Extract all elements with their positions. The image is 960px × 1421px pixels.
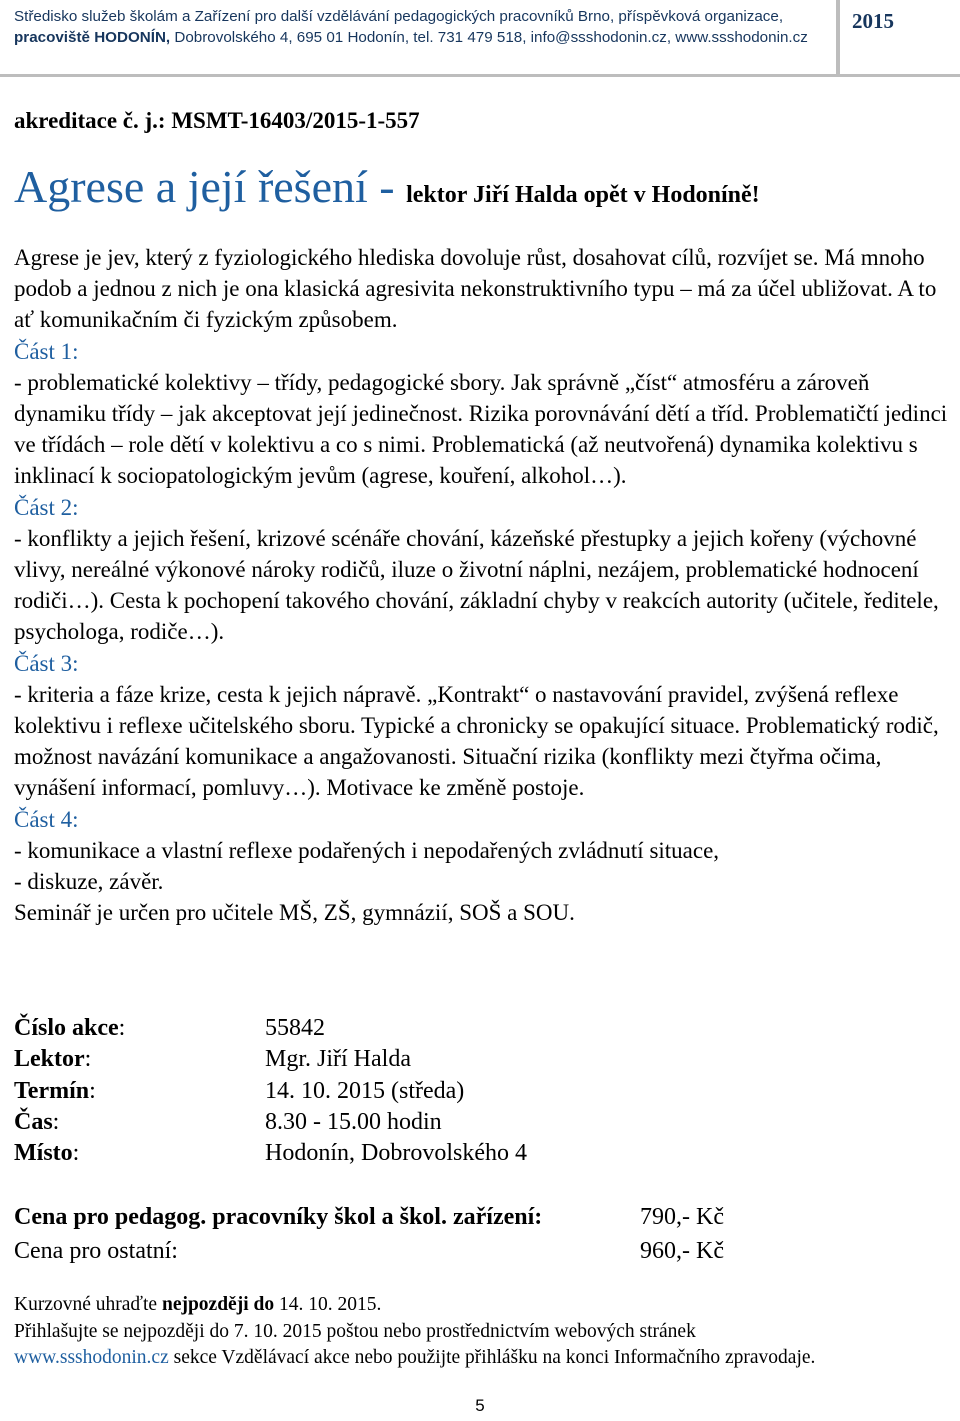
info-value: Hodonín, Dobrovolského 4 — [265, 1140, 527, 1167]
website-after: sekce Vzdělávací akce nebo použijte přihlášku na konci Informačního zpravodaje. — [168, 1347, 816, 1368]
part-1-heading: Část 1: — [14, 338, 79, 364]
signup-line: Přihlašujte se nejpozději do 7. 10. 2015 poštou nebo prostřednictvím webových stránek — [14, 1320, 696, 1342]
payment-deadline — [14, 1292, 815, 1319]
payment-pre: Kurzovné uhraďte — [14, 1294, 162, 1315]
header-line-2 — [14, 27, 832, 48]
info-value: 14. 10. 2015 (středa) — [265, 1077, 465, 1104]
header-year: 2015 — [852, 9, 894, 33]
page-number: 5 — [475, 1396, 485, 1415]
info-label-text: Termín — [14, 1077, 90, 1104]
website-line — [14, 1345, 815, 1372]
page-title — [14, 160, 760, 213]
info-value: 8.30 - 15.00 hodin — [265, 1108, 442, 1135]
info-label-text: Lektor — [14, 1046, 85, 1073]
info-label-text: Číslo akce — [14, 1015, 119, 1041]
page-header — [0, 0, 960, 76]
payment-post: 14. 10. 2015. — [274, 1294, 382, 1315]
info-row — [14, 1138, 527, 1169]
title-subtitle: lektor Jiří Halda opět v Hodoníně! — [406, 182, 760, 208]
info-label-text: Čas — [14, 1108, 53, 1135]
footer-notes — [14, 1292, 815, 1372]
part-4-heading: Část 4: — [14, 806, 79, 832]
course-description — [14, 242, 950, 928]
info-label: Lektor: — [14, 1046, 92, 1073]
info-label-text: Místo — [14, 1140, 73, 1167]
price-value: 790,- Kč — [640, 1204, 724, 1230]
header-line-1: Středisko služeb školám a Zařízení pro další vzdělávání pedagogických pracovníků Brno, příspěvková organizace, — [14, 8, 784, 25]
info-row — [14, 1013, 527, 1044]
part-4-text: - komunikace a vlastní reflexe podařených i nepodařených zvládnutí situace, — [14, 837, 720, 863]
info-label: Čas: — [14, 1108, 60, 1135]
title-main: Agrese a její řešení - — [14, 161, 407, 212]
price-list — [14, 1200, 724, 1268]
info-label: Termín: — [14, 1077, 96, 1104]
audience-line: Seminář je určen pro učitele MŠ, ZŠ, gymnázií, SOŠ a SOU. — [14, 900, 575, 926]
info-row — [14, 1044, 527, 1075]
closing-line: - diskuze, závěr. — [14, 869, 164, 895]
price-row — [14, 1234, 724, 1268]
intro-paragraph: Agrese je jev, který z fyziologického hlediska dovoluje růst, dosahovat cílů, rozvíjet se. Má mnoho podob a jednou z nich je ona klasická agresivita nekonstruktivního typu – má za účel ubližovat. A to ať komunikačním či fyzickým způsobem. — [14, 245, 937, 333]
accreditation-number: akreditace č. j.: MSMT-16403/2015-1-557 — [14, 108, 420, 133]
header-separator — [836, 0, 840, 76]
price-row — [14, 1200, 724, 1234]
website-link[interactable]: www.ssshodonin.cz — [14, 1347, 169, 1368]
part-1-text: - problematické kolektivy – třídy, pedagogické sbory. Jak správně „číst“ atmosféru a zároveň dynamiku třídy – jak akceptovat její jedinečnost. Rizika porovnávání dětí a tříd. Problematičtí jedinci ve třídách – role dětí v kolektivu a co s nimi. Problematická (až neutvořená) dynamika kolektivu s inklinací k sociopatologickým jevům (agrese, kouření, alkohol…). — [14, 369, 948, 489]
header-workplace: pracoviště HODONÍN, — [14, 29, 171, 46]
info-value: 55842 — [265, 1015, 325, 1041]
part-3-heading: Část 3: — [14, 650, 79, 676]
price-label: Cena pro ostatní: — [14, 1238, 178, 1264]
header-organization — [14, 6, 832, 48]
part-2-heading: Část 2: — [14, 494, 79, 520]
info-row — [14, 1076, 527, 1107]
price-value: 960,- Kč — [640, 1238, 724, 1264]
info-label: Místo: — [14, 1140, 80, 1167]
price-label: Cena pro pedagog. pracovníky škol a škol. zařízení: — [14, 1204, 543, 1230]
event-info — [14, 1013, 527, 1169]
header-contacts: Dobrovolského 4, 695 01 Hodonín, tel. 731 479 518, info@ssshodonin.cz, www.ssshodonin.cz — [170, 29, 808, 46]
info-label: Číslo akce: — [14, 1015, 126, 1041]
part-2-text: - konflikty a jejich řešení, krizové scénáře chování, kázeňské přestupky a jejich kořeny (výchovné vlivy, nereálné výkonové nároky rodičů, iluze o životní náplni, nezájem, problematické hodnocení rodiči…). Cesta k pochopení takového chování, základní chyby v reakcích autority (učitele, ředitele, psychologa, rodiče…). — [14, 525, 939, 645]
payment-bold: nejpozději do — [161, 1294, 275, 1315]
header-rule — [0, 74, 960, 77]
part-3-text: - kriteria a fáze krize, cesta k jejich nápravě. „Kontrakt“ o nastavování pravidel, zvýšená reflexe kolektivu i reflexe učitelského sboru. Typické a chronicky se opakující situace. Problematický rodič, možnost navázání komunikace a angažovanosti. Situační rizika (konflikty mezi čtyřma očima, vynášení informací, pomluvy…). Motivace ke změně postoje. — [14, 681, 939, 801]
info-value: Mgr. Jiří Halda — [265, 1046, 411, 1073]
info-row — [14, 1107, 527, 1138]
